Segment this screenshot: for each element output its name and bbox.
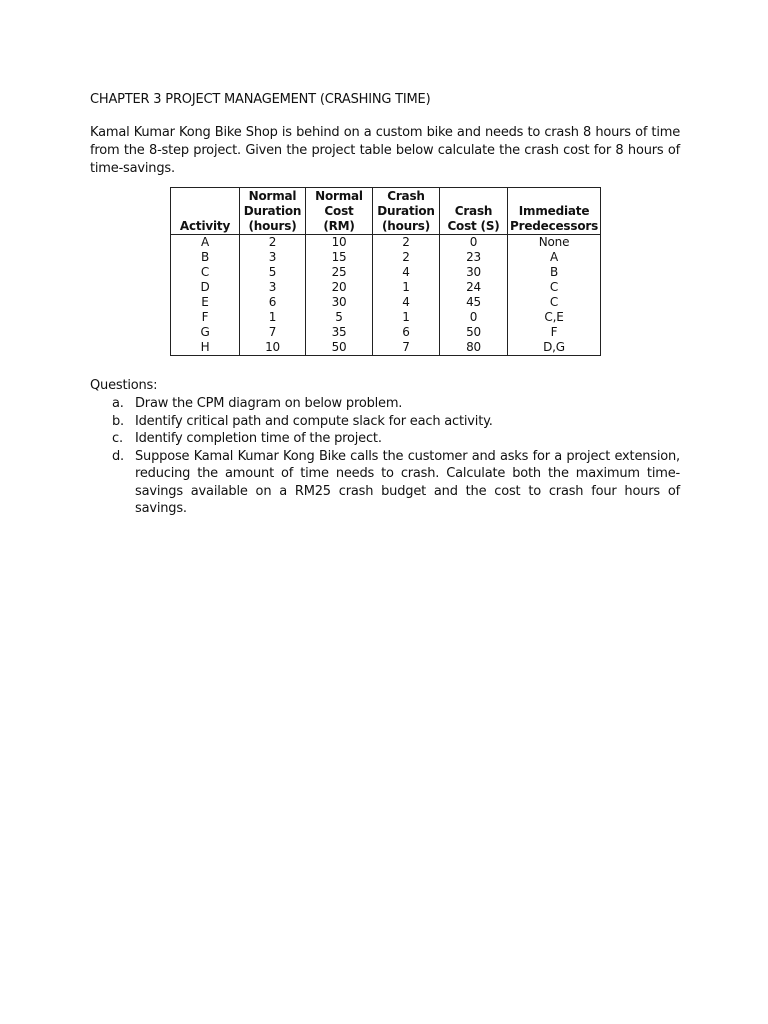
header-normal-duration (240, 188, 306, 235)
cell-crash-cost: 80 (440, 340, 508, 356)
cell-crash-duration: 1 (373, 280, 440, 295)
cell-normal-cost: 10 (306, 235, 373, 251)
header-activity (171, 188, 240, 235)
cell-predecessors: F (508, 325, 601, 340)
cell-crash-duration: 2 (373, 235, 440, 251)
cell-crash-cost: 0 (440, 310, 508, 325)
cell-normal-duration: 3 (240, 250, 306, 265)
cell-predecessors: A (508, 250, 601, 265)
question-item (112, 430, 680, 448)
question-marker: d. (112, 448, 124, 464)
question-marker: a. (112, 396, 124, 411)
header-crash-duration (373, 188, 440, 235)
cell-activity: A (171, 235, 240, 251)
question-marker: b. (112, 413, 124, 429)
question-text: Suppose Kamal Kumar Kong Bike calls the customer and asks for a project extension, reducing the amount of time needs to crash. Calculate both the maximum time-savings available on a RM25 crash budget and the cost to crash four hours of savings. (135, 448, 680, 516)
chapter-title: CHAPTER 3 PROJECT MANAGEMENT (CRASHING TIME) (90, 92, 431, 107)
cell-crash-duration: 2 (373, 250, 440, 265)
cell-activity: B (171, 250, 240, 265)
cell-predecessors: B (508, 265, 601, 280)
table-row (171, 340, 601, 356)
header-line: Predecessors (510, 219, 599, 233)
header-line: Cost (RM) (323, 204, 355, 233)
cell-crash-duration: 6 (373, 325, 440, 340)
cell-activity: D (171, 280, 240, 295)
table-row (171, 280, 601, 295)
cell-crash-duration: 1 (373, 310, 440, 325)
cell-normal-duration: 3 (240, 280, 306, 295)
cell-normal-cost: 25 (306, 265, 373, 280)
header-line: (hours) (382, 219, 430, 233)
header-line: Normal (315, 189, 363, 203)
table-row (171, 265, 601, 280)
questions-list (90, 395, 680, 518)
header-line: Cost (S) (447, 219, 500, 233)
cell-crash-cost: 50 (440, 325, 508, 340)
intro-paragraph: Kamal Kumar Kong Bike Shop is behind on a custom bike and needs to crash 8 hours of time from the 8-step project. Given the project table below calculate the crash cost for 8 hours of time-savings. (90, 125, 680, 176)
header-line: Activity (179, 219, 231, 233)
cell-normal-duration: 1 (240, 310, 306, 325)
cell-normal-duration: 2 (240, 235, 306, 251)
header-line: Crash (454, 204, 493, 218)
cell-activity: F (171, 310, 240, 325)
cell-normal-cost: 50 (306, 340, 373, 356)
cell-activity: C (171, 265, 240, 280)
header-line: Crash (387, 189, 425, 203)
question-item (112, 413, 680, 431)
header-line: Normal (248, 189, 297, 203)
cell-crash-cost: 30 (440, 265, 508, 280)
cell-predecessors: C,E (508, 310, 601, 325)
question-item (112, 395, 680, 413)
question-item (112, 448, 680, 518)
header-crash-cost (440, 188, 508, 235)
cell-crash-duration: 4 (373, 265, 440, 280)
header-line: Duration (377, 204, 435, 218)
project-table (170, 187, 601, 356)
header-predecessors (508, 188, 601, 235)
cell-normal-duration: 7 (240, 325, 306, 340)
cell-crash-cost: 23 (440, 250, 508, 265)
cell-normal-cost: 5 (306, 310, 373, 325)
cell-normal-cost: 15 (306, 250, 373, 265)
cell-normal-duration: 5 (240, 265, 306, 280)
cell-predecessors: D,G (508, 340, 601, 356)
cell-crash-duration: 7 (373, 340, 440, 356)
table-row (171, 250, 601, 265)
cell-normal-duration: 6 (240, 295, 306, 310)
cell-activity: E (171, 295, 240, 310)
cell-crash-cost: 0 (440, 235, 508, 251)
table-row (171, 310, 601, 325)
cell-normal-duration: 10 (240, 340, 306, 356)
table-row (171, 235, 601, 251)
question-text: Identify completion time of the project. (135, 431, 382, 446)
question-text: Identify critical path and compute slack for each activity. (135, 413, 493, 429)
header-line: (hours) (248, 219, 297, 233)
question-text: Draw the CPM diagram on below problem. (135, 396, 403, 411)
cell-activity: G (171, 325, 240, 340)
cell-normal-cost: 20 (306, 280, 373, 295)
cell-normal-cost: 30 (306, 295, 373, 310)
document-page (90, 92, 680, 518)
questions-heading: Questions: (90, 378, 158, 393)
table-row (171, 295, 601, 310)
header-normal-cost (306, 188, 373, 235)
header-line: Immediate (518, 204, 590, 218)
cell-predecessors: C (508, 280, 601, 295)
cell-predecessors: None (508, 235, 601, 251)
cell-activity: H (171, 340, 240, 356)
table-header-row (171, 188, 601, 235)
question-marker: c. (112, 431, 123, 446)
header-line: Duration (243, 204, 302, 218)
cell-crash-cost: 45 (440, 295, 508, 310)
cell-predecessors: C (508, 295, 601, 310)
cell-crash-duration: 4 (373, 295, 440, 310)
cell-crash-cost: 24 (440, 280, 508, 295)
cell-normal-cost: 35 (306, 325, 373, 340)
table-row (171, 325, 601, 340)
